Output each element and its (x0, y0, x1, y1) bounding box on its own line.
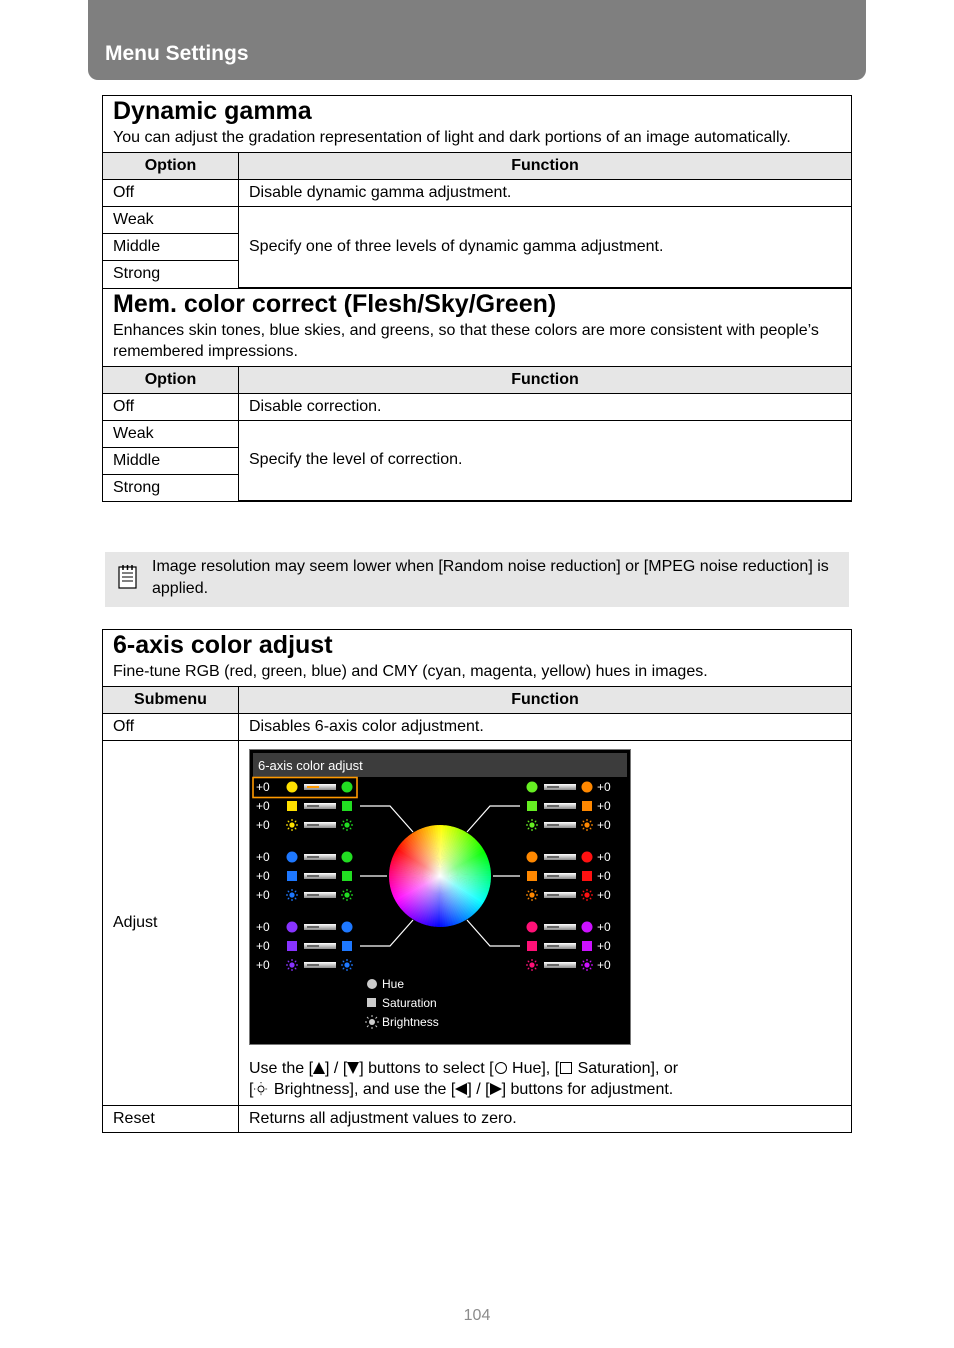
adjust-value: +0 (597, 850, 611, 864)
dynamic-gamma-table (103, 153, 851, 288)
hue-icon (527, 922, 538, 933)
function-cell: Specify one of three levels of dynamic gamma adjustment. (239, 207, 852, 288)
dynamic-gamma-description: You can adjust the gradation representation of light and dark portions of an image automatically. (113, 129, 791, 146)
memo-icon (117, 564, 139, 590)
table-row (103, 741, 851, 1106)
adjust-value: +0 (256, 958, 270, 972)
brightness-icon (581, 959, 593, 971)
instruction-text: Brightness], and use the [ (269, 1081, 456, 1098)
hue-icon (287, 922, 298, 933)
adjust-bar-level (307, 805, 319, 807)
six-axis-header (103, 630, 851, 687)
brightness-icon (286, 889, 298, 901)
instruction-text: ] buttons for adjustment. (501, 1081, 674, 1098)
hue-icon (582, 852, 593, 863)
function-cell: Disables 6-axis color adjustment. (239, 714, 852, 741)
instruction-text: [ (249, 1081, 254, 1098)
col-function: Function (239, 687, 852, 714)
col-function: Function (239, 367, 852, 394)
saturation-legend-icon (367, 998, 376, 1007)
triangle-right-icon (490, 1083, 502, 1095)
dynamic-gamma-title: Dynamic gamma (113, 97, 312, 125)
table-row (103, 393, 851, 420)
adjust-value: +0 (256, 850, 270, 864)
saturation-icon (342, 801, 352, 811)
legend-hue: Hue (382, 977, 405, 991)
adjust-bar-level (307, 824, 319, 826)
note-text: Image resolution may seem lower when [Random noise reduction] or [MPEG noise reduction] is applied. (152, 558, 829, 597)
instruction-text: Saturation], or (573, 1060, 679, 1077)
saturation-icon (582, 941, 592, 951)
option-cell: Off (103, 180, 239, 207)
adjust-bar-level (547, 805, 559, 807)
brightness-icon (341, 819, 353, 831)
col-function: Function (239, 153, 852, 180)
adjust-bar-level (307, 856, 319, 858)
saturation-square-icon (559, 1061, 573, 1075)
legend-saturation: Saturation (382, 996, 437, 1010)
submenu-cell: Off (103, 714, 239, 741)
hue-circle-icon (494, 1061, 508, 1075)
adjust-bar-level (547, 926, 559, 928)
table-row (103, 420, 851, 447)
col-option: Option (103, 367, 239, 394)
option-cell: Middle (103, 447, 239, 474)
table-row (103, 180, 851, 207)
adjust-value: +0 (597, 958, 611, 972)
brightness-icon (526, 889, 538, 901)
adjust-value: +0 (597, 920, 611, 934)
adjust-bar-level (547, 824, 559, 826)
mem-color-description: Enhances skin tones, blue skies, and greens, so that these colors are more consistent with people’s remembered impressions. (113, 321, 819, 360)
adjust-value: +0 (256, 799, 270, 813)
function-cell (239, 741, 852, 1106)
mem-color-title: Mem. color correct (Flesh/Sky/Green) (113, 289, 557, 318)
option-cell: Strong (103, 474, 239, 501)
instruction-text: ] / [ (467, 1081, 490, 1098)
function-cell: Returns all adjustment values to zero. (239, 1106, 852, 1133)
osd-screen (249, 749, 631, 1045)
hue-icon (287, 782, 298, 793)
hue-legend-icon (367, 979, 377, 989)
adjust-value: +0 (597, 869, 611, 883)
gamma-color-box (102, 95, 852, 502)
option-cell: Middle (103, 234, 239, 261)
triangle-down-icon (347, 1062, 359, 1074)
six-axis-table (103, 687, 851, 1132)
hue-icon (342, 782, 353, 793)
hue-icon (342, 852, 353, 863)
brightness-icon (526, 959, 538, 971)
adjust-bar-level (547, 964, 559, 966)
adjust-bar-level (547, 945, 559, 947)
hue-icon (342, 922, 353, 933)
six-axis-title: 6-axis color adjust (113, 631, 333, 659)
saturation-icon (287, 941, 297, 951)
brightness-icon (341, 889, 353, 901)
submenu-cell: Adjust (103, 741, 239, 1106)
saturation-icon (287, 871, 297, 881)
saturation-icon (527, 871, 537, 881)
instruction-text: ] buttons to select [ (359, 1060, 494, 1077)
saturation-icon (527, 941, 537, 951)
mem-color-header (103, 288, 851, 367)
six-axis-box (102, 629, 852, 1133)
adjust-bar-level (307, 926, 319, 928)
adjust-value: +0 (256, 939, 270, 953)
function-cell: Specify the level of correction. (239, 420, 852, 501)
adjust-value: +0 (256, 869, 270, 883)
adjust-value: +0 (597, 818, 611, 832)
col-option: Option (103, 153, 239, 180)
legend-brightness: Brightness (382, 1015, 439, 1029)
table-row (103, 1106, 851, 1133)
instruction-text: ] / [ (325, 1060, 348, 1077)
brightness-icon (286, 959, 298, 971)
adjust-bar-level (307, 894, 319, 896)
adjust-value: +0 (256, 920, 270, 934)
triangle-left-icon (455, 1083, 467, 1095)
mem-color-table (103, 367, 851, 502)
instruction-text: Use the [ (249, 1060, 314, 1077)
hue-icon (582, 922, 593, 933)
adjust-bar-level (307, 964, 319, 966)
adjust-bar-level (307, 945, 319, 947)
adjust-bar-level (547, 894, 559, 896)
brightness-icon (286, 819, 298, 831)
option-cell: Strong (103, 261, 239, 288)
adjust-value: +0 (597, 780, 611, 794)
submenu-cell: Reset (103, 1106, 239, 1133)
brightness-icon (581, 819, 593, 831)
table-row (103, 207, 851, 234)
color-wheel (389, 825, 491, 927)
function-cell: Disable correction. (239, 393, 852, 420)
hue-icon (582, 782, 593, 793)
note-box (105, 552, 849, 607)
adjust-bar-level (547, 875, 559, 877)
saturation-icon (582, 801, 592, 811)
adjust-instructions (249, 1058, 841, 1100)
osd-title: 6-axis color adjust (258, 758, 363, 773)
hue-icon (527, 852, 538, 863)
adjust-value: +0 (597, 799, 611, 813)
six-axis-description: Fine-tune RGB (red, green, blue) and CMY (cyan, magenta, yellow) hues in images. (113, 663, 708, 680)
header-bar (88, 0, 866, 80)
brightness-sun-icon (253, 1081, 269, 1097)
adjust-value: +0 (597, 888, 611, 902)
brightness-icon (526, 819, 538, 831)
brightness-icon (581, 889, 593, 901)
adjust-bar-level (307, 875, 319, 877)
option-cell: Weak (103, 207, 239, 234)
adjust-bar-level (547, 856, 559, 858)
wheel-center (389, 825, 491, 927)
saturation-icon (342, 941, 352, 951)
page-number: 104 (463, 1307, 491, 1324)
dynamic-gamma-header (103, 96, 851, 153)
saturation-icon (582, 871, 592, 881)
function-cell: Disable dynamic gamma adjustment. (239, 180, 852, 207)
option-cell: Weak (103, 420, 239, 447)
instruction-text: Hue], [ (507, 1060, 560, 1077)
adjust-value: +0 (256, 780, 270, 794)
option-cell: Off (103, 393, 239, 420)
header-title: Menu Settings (105, 42, 249, 65)
col-submenu: Submenu (103, 687, 239, 714)
hue-icon (287, 852, 298, 863)
table-row (103, 714, 851, 741)
saturation-icon (527, 801, 537, 811)
adjust-bar-level (307, 786, 319, 788)
adjust-value: +0 (256, 888, 270, 902)
saturation-icon (342, 871, 352, 881)
triangle-up-icon (313, 1062, 325, 1074)
hue-icon (527, 782, 538, 793)
osd-graphic (250, 750, 630, 1044)
saturation-icon (287, 801, 297, 811)
brightness-icon (341, 959, 353, 971)
adjust-bar-level (547, 786, 559, 788)
adjust-value: +0 (597, 939, 611, 953)
adjust-value: +0 (256, 818, 270, 832)
